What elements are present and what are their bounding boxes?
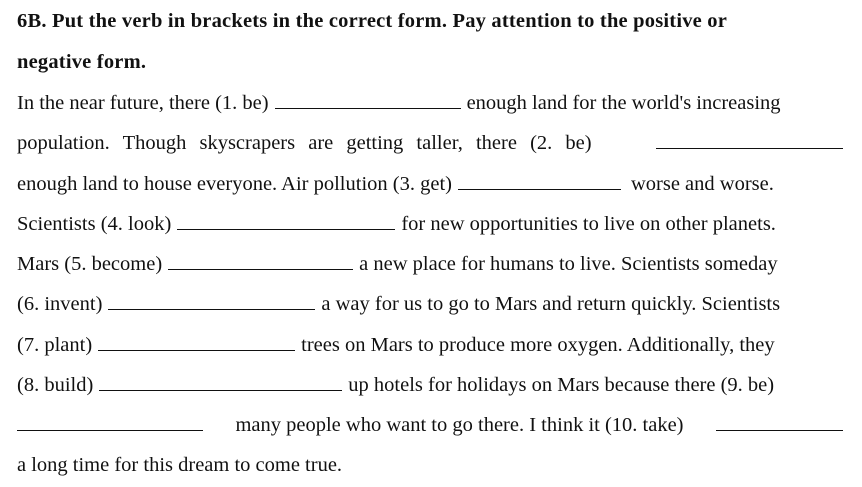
- answer-blank-5[interactable]: [168, 251, 353, 270]
- text-segment: In the near future, there (1. be): [17, 92, 269, 114]
- text-segment: trees on Mars to produce more oxygen. Additionally, they: [301, 334, 775, 356]
- text-segment: population. Though skyscrapers are getting taller, there (2. be): [17, 132, 592, 154]
- answer-blank-10[interactable]: [716, 412, 843, 431]
- text-segment: a way for us to go to Mars and return quickly. Scientists: [321, 293, 781, 315]
- exercise-line-8: [17, 372, 843, 397]
- answer-blank-9[interactable]: [17, 412, 203, 431]
- text-segment: up hotels for holidays on Mars because there (9. be): [348, 374, 775, 396]
- exercise-line-5: [17, 251, 843, 276]
- exercise-line-1: [17, 90, 843, 115]
- answer-blank-6[interactable]: [108, 291, 315, 310]
- text-segment: (8. build): [17, 374, 94, 396]
- exercise-line-3: [17, 171, 843, 196]
- exercise-line-9: [17, 412, 843, 437]
- answer-blank-1[interactable]: [275, 90, 461, 109]
- text-segment: Scientists (4. look): [17, 213, 172, 235]
- text-segment: worse and worse.: [630, 173, 774, 195]
- exercise-line-10: [17, 453, 843, 477]
- exercise-heading-line-2: [17, 50, 843, 74]
- text-segment: enough land to house everyone. Air pollution (3. get): [17, 173, 452, 195]
- answer-blank-4[interactable]: [177, 211, 395, 230]
- exercise-line-6: [17, 291, 843, 316]
- text-segment: a long time for this dream to come true.: [17, 454, 343, 476]
- exercise-heading-line-1: [17, 9, 843, 33]
- exercise-line-7: [17, 332, 843, 357]
- answer-blank-8[interactable]: [99, 372, 342, 391]
- heading-text-1: 6B. Put the verb in brackets in the correct form. Pay attention to the positive or: [17, 10, 728, 32]
- answer-blank-2[interactable]: [656, 130, 843, 149]
- text-segment: a new place for humans to live. Scientists someday: [359, 253, 778, 275]
- text-segment: (6. invent): [17, 293, 103, 315]
- text-segment: (7. plant): [17, 334, 93, 356]
- exercise-line-4: [17, 211, 843, 236]
- text-segment: Mars (5. become): [17, 253, 163, 275]
- heading-text-2: negative form.: [17, 51, 147, 73]
- text-segment: for new opportunities to live on other planets.: [401, 213, 776, 235]
- exercise-line-2: [17, 130, 843, 155]
- text-segment: enough land for the world's increasing: [466, 92, 781, 114]
- answer-blank-7[interactable]: [98, 332, 295, 351]
- answer-blank-3[interactable]: [458, 171, 621, 190]
- text-segment: many people who want to go there. I think it (10. take): [235, 414, 684, 436]
